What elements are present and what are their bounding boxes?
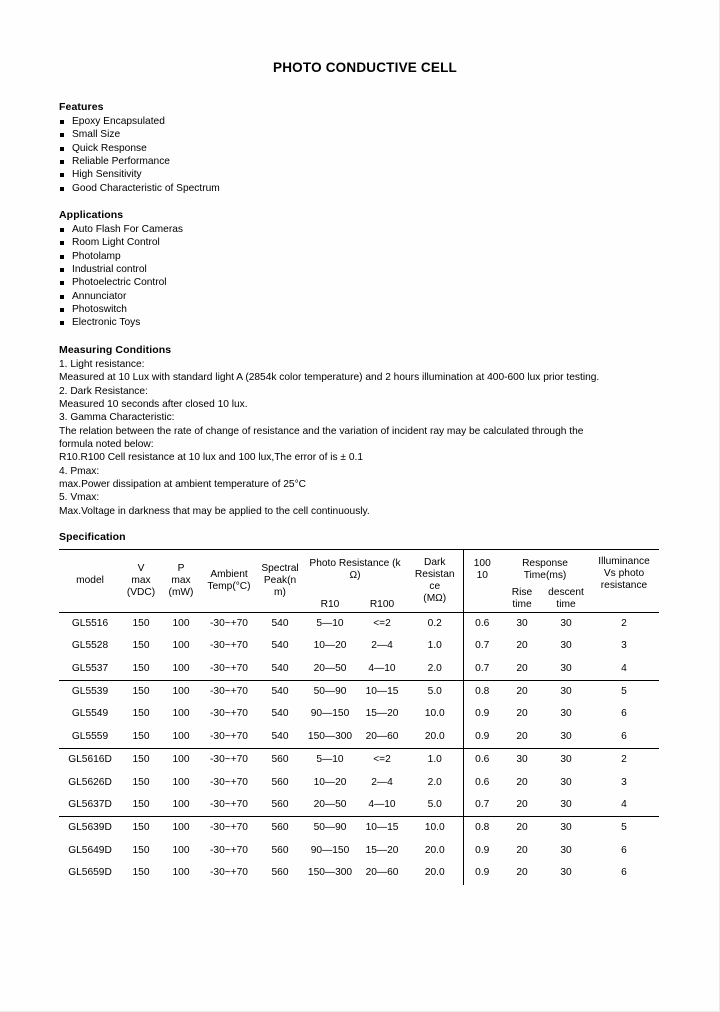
cell-r10: 5—10: [303, 612, 357, 635]
cell-dark: 5.0: [427, 799, 442, 811]
header-line: 100: [473, 557, 491, 569]
cell-model: GL5549: [71, 708, 109, 720]
cell-r10: 10—20: [313, 640, 347, 652]
measuring-conditions-heading: Measuring Conditions: [59, 343, 172, 356]
cell-rise: 20: [516, 730, 528, 742]
cell-r100: 15—20: [365, 708, 399, 720]
cell-dark: 20.0: [424, 867, 445, 879]
cell-dark: 10.0: [424, 708, 445, 720]
cell-descent: 30: [543, 817, 589, 840]
cell-dark: 1.0: [407, 749, 463, 772]
cell-gamma: 0.8: [463, 817, 501, 840]
cell-r10: 50—90: [303, 817, 357, 840]
header-line: Resistan: [414, 568, 455, 580]
cell-peak: 540: [271, 662, 289, 674]
cell-descent: 30: [543, 681, 589, 704]
header-line: ce: [429, 580, 441, 592]
header-line: P: [177, 562, 185, 574]
list-item: Photoswitch: [59, 303, 663, 316]
table-row: [59, 658, 659, 681]
cell-rise: 20: [516, 776, 528, 788]
cell-r100: <=2: [357, 612, 407, 635]
text-line: 4. Pmax:: [59, 465, 100, 477]
cell-temp: -30~+70: [210, 867, 248, 879]
list-item: Photoelectric Control: [59, 276, 663, 289]
cell-r100: 2—4: [371, 776, 393, 788]
cell-gamma: 0.9: [463, 840, 501, 862]
cell-model: GL5516: [59, 612, 121, 635]
table-row: [59, 772, 659, 794]
cell-vmax: 150: [121, 612, 161, 635]
header-line: time: [512, 598, 532, 610]
list-item: Small Size: [59, 128, 663, 141]
cell-temp: -30~+70: [201, 681, 257, 704]
cell-r10: 90—150: [310, 708, 350, 720]
cell-descent: 30: [560, 867, 572, 879]
cell-peak: 560: [271, 844, 289, 856]
col-header-r100: R100: [369, 598, 395, 610]
header-line: Time(ms): [523, 570, 567, 582]
cell-descent: 30: [560, 640, 572, 652]
table-row: [59, 862, 659, 884]
cell-dark: 2.0: [427, 662, 442, 674]
cell-gamma: 0.6: [463, 612, 501, 635]
cell-dark: 1.0: [427, 640, 442, 652]
cell-illum: 4: [621, 662, 627, 674]
cell-vmax: 150: [132, 662, 150, 674]
cell-illum: 6: [621, 867, 627, 879]
cell-vmax: 150: [121, 817, 161, 840]
cell-dark: 20.0: [424, 844, 445, 856]
table-row: [59, 704, 659, 726]
spacer: [59, 330, 663, 344]
cell-vmax: 150: [132, 640, 150, 652]
list-item: Room Light Control: [59, 236, 663, 249]
measuring-conditions-body: [59, 358, 663, 518]
header-line: Response: [522, 557, 568, 569]
cell-pmax: 100: [172, 730, 190, 742]
col-header-pmax: [161, 549, 201, 612]
cell-vmax: 150: [121, 681, 161, 704]
header-line: Rise: [511, 586, 533, 598]
cell-pmax: 100: [161, 749, 201, 772]
text-line: Max.Voltage in darkness that may be applied to the cell continuously.: [59, 505, 370, 517]
cell-r10: 50—90: [303, 681, 357, 704]
list-item: Quick Response: [59, 142, 663, 155]
cell-vmax: 150: [132, 799, 150, 811]
cell-illum: 2: [589, 612, 659, 635]
cell-rise: 20: [516, 844, 528, 856]
applications-heading: Applications: [59, 209, 124, 222]
applications-section: [59, 209, 663, 330]
header-line: 10: [476, 570, 488, 582]
cell-dark: 5.0: [407, 681, 463, 704]
header-line: Illuminance: [598, 555, 650, 567]
page-title: PHOTO CONDUCTIVE CELL: [273, 60, 457, 75]
header-line: Ω): [349, 570, 361, 582]
col-header-r10: R10: [320, 598, 340, 610]
cell-peak: 540: [257, 612, 303, 635]
list-item: Good Characteristic of Spectrum: [59, 182, 663, 195]
cell-gamma: 0.7: [463, 794, 501, 817]
cell-rise: 20: [516, 708, 528, 720]
table-row: [59, 635, 659, 657]
cell-model: GL5616D: [59, 749, 121, 772]
cell-vmax: 150: [132, 844, 150, 856]
list-item: Epoxy Encapsulated: [59, 115, 663, 128]
cell-pmax: 100: [161, 612, 201, 635]
cell-model: GL5637D: [68, 799, 112, 811]
cell-r100: 10—15: [357, 817, 407, 840]
col-header-response-time: [501, 549, 589, 612]
cell-r100: 10—15: [357, 681, 407, 704]
cell-rise: 20: [516, 867, 528, 879]
cell-model: GL5649D: [68, 844, 112, 856]
specification-heading: Specification: [59, 530, 126, 543]
header-line: max: [131, 574, 151, 586]
cell-r100: 2—4: [371, 640, 393, 652]
cell-rise: 20: [516, 640, 528, 652]
cell-peak: 560: [271, 776, 289, 788]
table-header-row: [59, 549, 659, 612]
cell-pmax: 100: [172, 867, 190, 879]
cell-peak: 560: [257, 817, 303, 840]
header-line: V: [137, 562, 145, 574]
cell-rise: 20: [516, 799, 528, 811]
cell-pmax: 100: [172, 708, 190, 720]
cell-model: GL5659D: [68, 867, 112, 879]
cell-temp: -30~+70: [201, 817, 257, 840]
table-group-1: [59, 612, 659, 680]
header-line: Spectral: [261, 562, 299, 574]
spacer: [59, 195, 663, 209]
text-line: R10.R100 Cell resistance at 10 lux and 100 lux,The error of is ± 0.1: [59, 452, 364, 464]
cell-rise: 20: [501, 681, 543, 704]
page-content: [59, 60, 663, 885]
cell-r100: 4—10: [368, 799, 396, 811]
header-line: Vs photo: [603, 568, 645, 580]
cell-temp: -30~+70: [201, 612, 257, 635]
table-row: [59, 749, 659, 772]
cell-peak: 540: [271, 730, 289, 742]
header-line: m): [274, 587, 286, 599]
cell-temp: -30~+70: [210, 640, 248, 652]
features-list: [59, 115, 663, 195]
cell-r10: 20—50: [313, 799, 347, 811]
cell-illum: 3: [621, 640, 627, 652]
cell-model: GL5626D: [68, 776, 112, 788]
cell-temp: -30~+70: [210, 844, 248, 856]
cell-model: GL5639D: [59, 817, 121, 840]
cell-pmax: 100: [172, 799, 190, 811]
table-row: [59, 794, 659, 817]
header-line: Temp(°C): [207, 580, 251, 592]
cell-vmax: 150: [121, 749, 161, 772]
cell-r10: 150—300: [307, 867, 353, 879]
text-line: 5. Vmax:: [59, 492, 100, 504]
cell-r10: 150—300: [307, 730, 353, 742]
cell-pmax: 100: [172, 640, 190, 652]
cell-temp: -30~+70: [210, 776, 248, 788]
table-row: [59, 840, 659, 862]
cell-r10: 20—50: [313, 662, 347, 674]
cell-gamma: 0.9: [463, 704, 501, 726]
cell-illum: 6: [621, 844, 627, 856]
specification-table: [59, 549, 659, 885]
measuring-conditions-section: [59, 344, 663, 518]
cell-rise: 20: [501, 817, 543, 840]
cell-peak: 540: [257, 681, 303, 704]
header-line: (MΩ): [423, 593, 447, 605]
cell-r10: 5—10: [303, 749, 357, 772]
table-row: [59, 681, 659, 704]
cell-pmax: 100: [161, 681, 201, 704]
cell-peak: 560: [271, 867, 289, 879]
cell-vmax: 150: [132, 708, 150, 720]
header-line: Ambient: [210, 568, 248, 580]
cell-r100: 4—10: [368, 662, 396, 674]
applications-list: [59, 223, 663, 330]
cell-descent: 30: [560, 730, 572, 742]
cell-r100: 20—60: [365, 867, 399, 879]
cell-peak: 560: [257, 749, 303, 772]
cell-r100: <=2: [357, 749, 407, 772]
header-line: (VDC): [126, 587, 156, 599]
header-line: Photo Resistance (k: [309, 557, 401, 569]
table-row: [59, 817, 659, 840]
cell-descent: 30: [543, 749, 589, 772]
cell-peak: 560: [271, 799, 289, 811]
table-group-2: [59, 681, 659, 749]
text-line: max.Power dissipation at ambient temperature of 25°C: [59, 478, 306, 490]
cell-rise: 30: [501, 612, 543, 635]
cell-rise: 30: [501, 749, 543, 772]
col-header-rise-time: [501, 587, 543, 611]
cell-rise: 20: [516, 662, 528, 674]
cell-descent: 30: [560, 799, 572, 811]
cell-pmax: 100: [172, 662, 190, 674]
text-line: Measured at 10 Lux with standard light A (2854k color temperature) and 2 hours illumination at 400-600 lux prior testing.: [59, 372, 600, 384]
cell-pmax: 100: [172, 776, 190, 788]
cell-dark: 0.2: [407, 612, 463, 635]
col-header-model: model: [59, 549, 121, 612]
cell-illum: 3: [621, 776, 627, 788]
text-line: formula noted below:: [59, 438, 154, 450]
text-line: The relation between the rate of change of resistance and the variation of incident ray may be calculated through the: [59, 425, 584, 437]
col-header-ambient-temp: [201, 549, 257, 612]
cell-model: GL5537: [71, 662, 109, 674]
col-header-descent-time: [543, 587, 589, 611]
header-line: resistance: [600, 580, 648, 592]
features-section: [59, 101, 663, 195]
col-header-spectral-peak: [257, 549, 303, 612]
table-row: [59, 612, 659, 635]
list-item: High Sensitivity: [59, 168, 663, 181]
cell-temp: -30~+70: [210, 730, 248, 742]
cell-gamma: 0.9: [463, 726, 501, 749]
features-heading: Features: [59, 101, 104, 113]
cell-gamma: 0.6: [463, 749, 501, 772]
cell-model: GL5539: [59, 681, 121, 704]
cell-illum: 5: [589, 817, 659, 840]
specification-section: [59, 531, 663, 885]
cell-dark: 10.0: [407, 817, 463, 840]
cell-gamma: 0.8: [463, 681, 501, 704]
cell-gamma: 0.7: [463, 658, 501, 681]
text-line: 3. Gamma Characteristic:: [59, 412, 175, 424]
cell-r10: 10—20: [313, 776, 347, 788]
col-header-photo-resistance: [303, 549, 407, 612]
cell-dark: 2.0: [427, 776, 442, 788]
col-header-dark-resistance: [407, 549, 463, 612]
header-line: Dark: [423, 556, 446, 568]
col-header-vmax: [121, 549, 161, 612]
cell-illum: 2: [589, 749, 659, 772]
cell-peak: 540: [271, 640, 289, 652]
cell-peak: 540: [271, 708, 289, 720]
cell-illum: 6: [621, 708, 627, 720]
cell-temp: -30~+70: [201, 749, 257, 772]
cell-illum: 5: [589, 681, 659, 704]
cell-gamma: 0.9: [463, 862, 501, 884]
cell-vmax: 150: [132, 776, 150, 788]
cell-temp: -30~+70: [210, 799, 248, 811]
list-item: Electronic Toys: [59, 316, 663, 329]
cell-r100: 15—20: [365, 844, 399, 856]
cell-vmax: 150: [132, 730, 150, 742]
cell-model: GL5528: [71, 640, 109, 652]
text-line: 1. Light resistance:: [59, 358, 145, 370]
header-line: max: [171, 574, 191, 586]
text-line: Measured 10 seconds after closed 10 lux.: [59, 398, 248, 410]
cell-vmax: 150: [132, 867, 150, 879]
col-header-illuminance: [589, 549, 659, 612]
text-line: 2. Dark Resistance:: [59, 385, 148, 397]
cell-descent: 30: [560, 662, 572, 674]
col-header-gamma: [463, 549, 501, 612]
cell-pmax: 100: [161, 817, 201, 840]
cell-r100: 20—60: [365, 730, 399, 742]
cell-gamma: 0.6: [463, 772, 501, 794]
list-item: Reliable Performance: [59, 155, 663, 168]
header-line: Peak(n: [263, 574, 297, 586]
cell-descent: 30: [560, 844, 572, 856]
cell-gamma: 0.7: [463, 635, 501, 657]
cell-temp: -30~+70: [210, 662, 248, 674]
cell-r10: 90—150: [310, 844, 350, 856]
cell-descent: 30: [560, 776, 572, 788]
cell-temp: -30~+70: [210, 708, 248, 720]
cell-descent: 30: [560, 708, 572, 720]
cell-descent: 30: [543, 612, 589, 635]
cell-model: GL5559: [71, 730, 109, 742]
list-item: Industrial control: [59, 263, 663, 276]
table-group-3: [59, 749, 659, 817]
header-line: (mW): [168, 587, 194, 599]
table-header-group: [59, 549, 659, 612]
list-item: Annunciator: [59, 290, 663, 303]
list-item: Photolamp: [59, 250, 663, 263]
table-row: [59, 726, 659, 749]
cell-illum: 4: [621, 799, 627, 811]
header-line: descent: [548, 586, 584, 598]
header-line: time: [556, 598, 576, 610]
list-item: Auto Flash For Cameras: [59, 223, 663, 236]
table-group-4: [59, 817, 659, 885]
cell-pmax: 100: [172, 844, 190, 856]
cell-illum: 6: [621, 730, 627, 742]
cell-dark: 20.0: [424, 730, 445, 742]
